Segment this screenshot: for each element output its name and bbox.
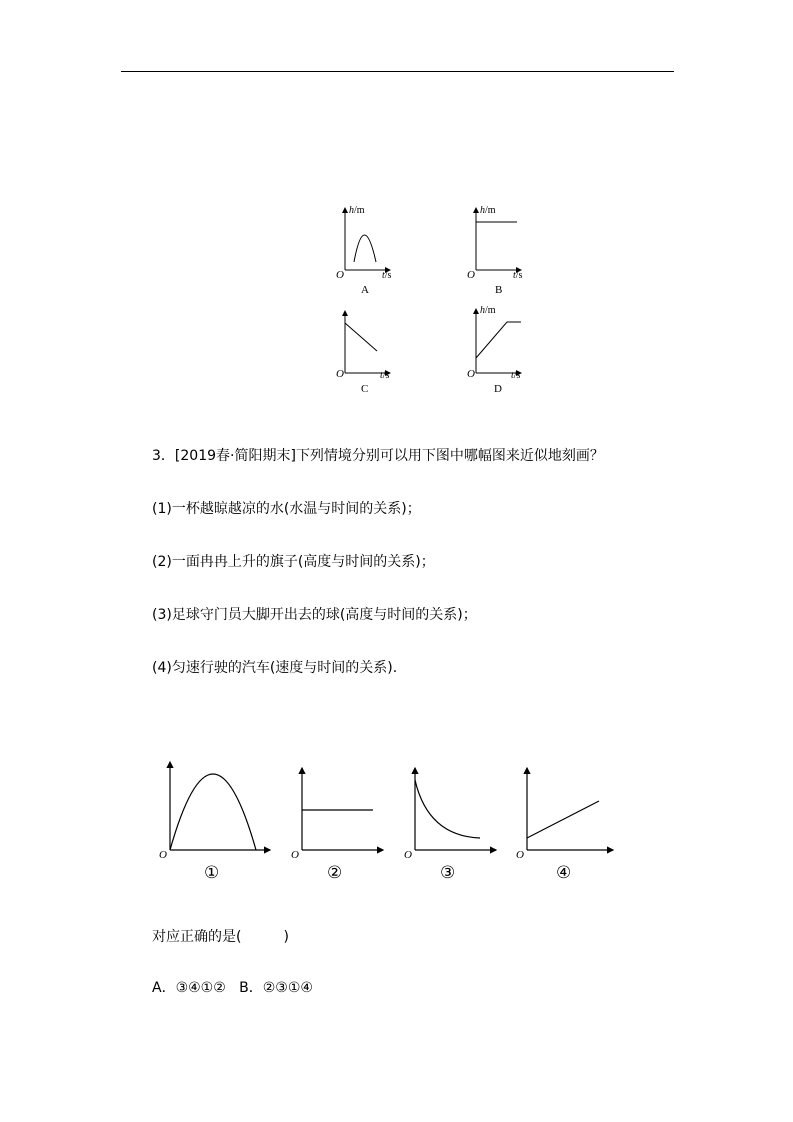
svg-text:t/s — [382, 270, 392, 281]
caption: ④ — [556, 863, 572, 883]
x-axis-var: t — [511, 370, 514, 381]
item-3: (3)足球守门员大脚开出去的球(高度与时间的关系)； — [152, 607, 477, 623]
graph-d — [461, 303, 541, 403]
header-rule — [121, 71, 674, 72]
x-axis-var: t — [513, 270, 516, 281]
graph-1 — [155, 758, 275, 883]
y-axis-var: h — [349, 205, 354, 216]
svg-text:h/m — [349, 205, 365, 216]
svg-text:t/s — [511, 370, 521, 381]
item-4: (4)匀速行驶的汽车(速度与时间的关系). — [152, 660, 398, 676]
answer-prompt — [152, 926, 289, 946]
x-axis-unit: /s — [382, 370, 390, 381]
prompt-close: ) — [283, 929, 289, 945]
svg-text:h/m — [480, 205, 496, 216]
y-axis-unit: /m — [485, 305, 496, 316]
curve — [527, 801, 599, 838]
question-source: [2019春·简阳期末] — [174, 448, 296, 464]
svg-text:t/s — [380, 370, 390, 381]
graph-a — [330, 200, 410, 300]
curve — [170, 774, 256, 850]
caption: ① — [204, 863, 220, 883]
graph-2 — [287, 758, 387, 883]
y-axis-unit: /m — [485, 205, 496, 216]
x-axis-unit: /s — [515, 270, 523, 281]
question-number: 3． — [152, 448, 175, 464]
x-axis-var: t — [382, 270, 385, 281]
caption: D — [494, 383, 502, 395]
caption: ② — [327, 863, 343, 883]
caption: B — [495, 284, 503, 296]
svg-text:t/s — [513, 270, 523, 281]
origin-label: O — [336, 368, 344, 380]
origin-label: O — [336, 269, 344, 281]
caption: A — [361, 284, 369, 296]
prompt-text: 对应正确的是( — [152, 929, 242, 945]
curve — [415, 780, 480, 838]
y-axis-unit: /m — [354, 205, 365, 216]
curve — [476, 322, 521, 358]
graph-3 — [400, 758, 500, 883]
item-1: (1)一杯越晾越凉的水(水温与时间的关系)； — [152, 501, 421, 517]
y-axis-var: h — [480, 305, 485, 316]
curve — [354, 235, 376, 262]
y-axis-var: h — [480, 205, 485, 216]
caption: ③ — [440, 863, 456, 883]
graph-4 — [512, 758, 617, 883]
curve — [345, 323, 377, 351]
origin-label: O — [467, 269, 475, 281]
graph-b — [461, 200, 541, 300]
origin-label: O — [467, 368, 475, 380]
caption: C — [361, 383, 369, 395]
x-axis-var: t — [380, 370, 383, 381]
x-axis-unit: /s — [384, 270, 392, 281]
x-axis-unit: /s — [513, 370, 521, 381]
origin-label: O — [516, 849, 524, 861]
origin-label: O — [159, 849, 167, 861]
question-stem — [152, 445, 604, 465]
origin-label: O — [291, 849, 299, 861]
choices-line: A．③④①② B．②③①④ — [152, 980, 313, 996]
svg-text:h/m — [480, 305, 496, 316]
question-text: 下列情境分别可以用下图中哪幅图来近似地刻画？ — [295, 448, 604, 464]
graph-c — [330, 303, 410, 403]
item-2: (2)一面冉冉上升的旗子(高度与时间的关系)； — [152, 554, 435, 570]
origin-label: O — [404, 849, 412, 861]
